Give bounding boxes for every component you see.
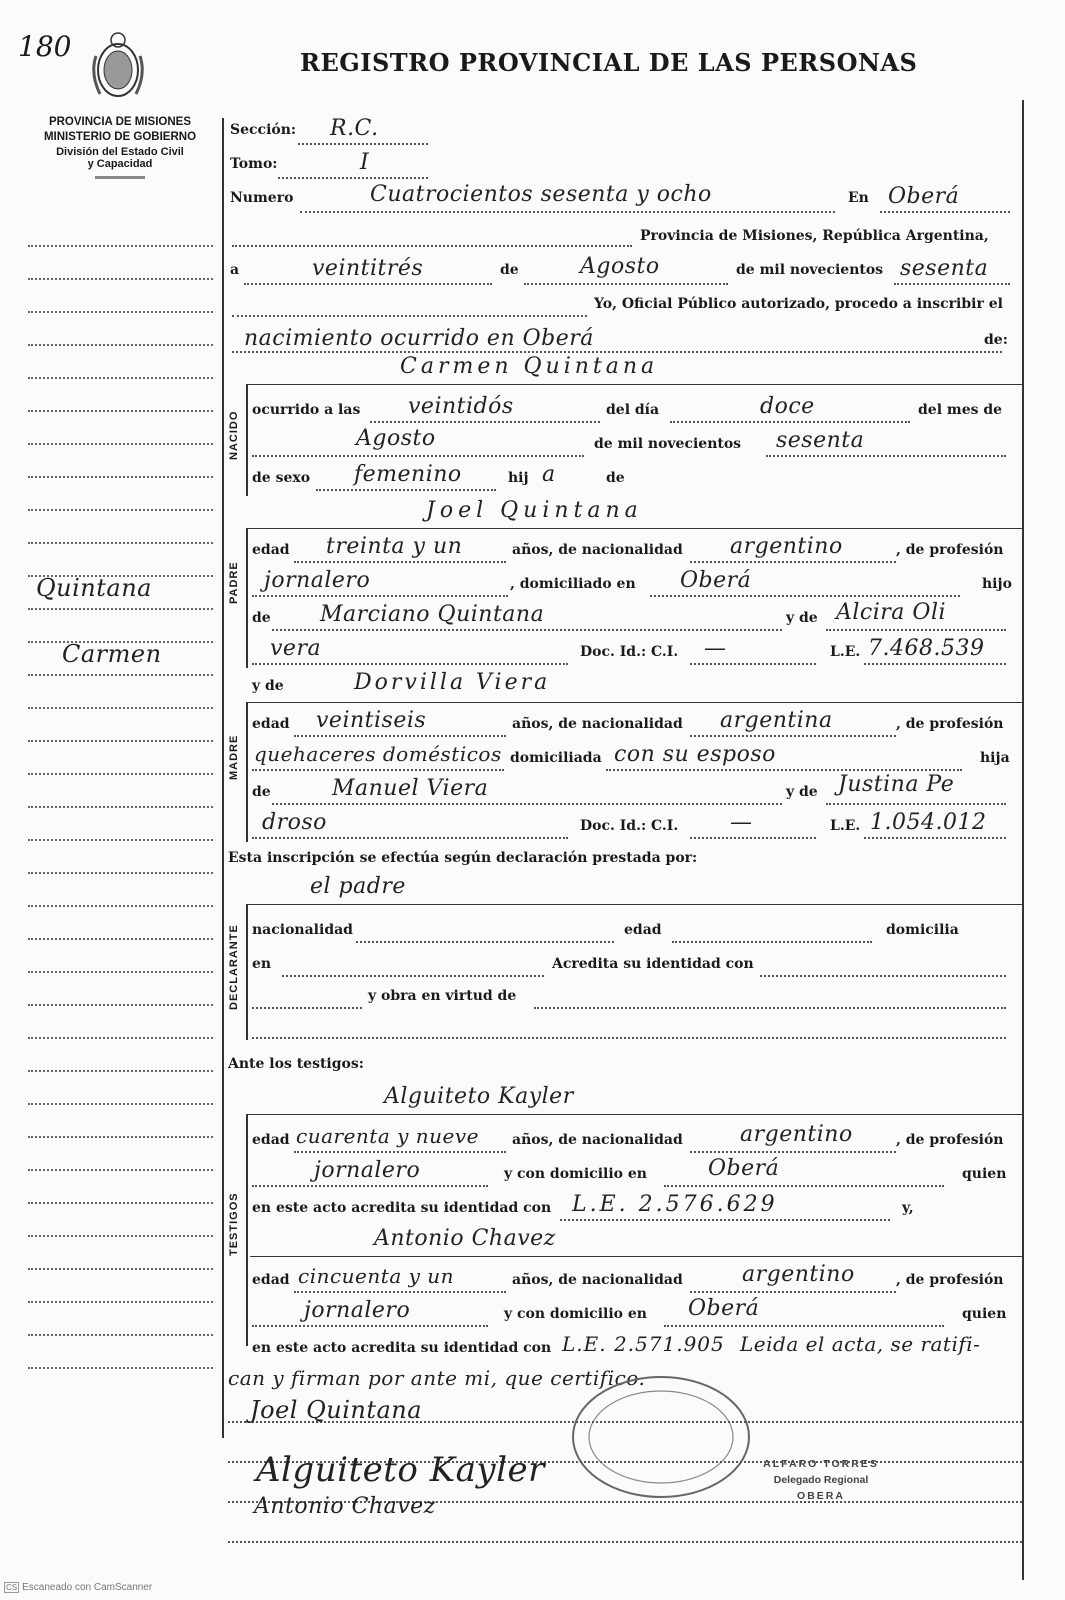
label-de-mil: de mil novecientos (736, 262, 884, 278)
value-mes: Agosto (580, 254, 660, 279)
label-padre-y-de: y de (786, 610, 818, 626)
acto-line (232, 350, 1002, 353)
label-numero: Numero (230, 190, 294, 206)
value-declarante: el padre (310, 874, 406, 899)
scanner-watermark (4, 1582, 152, 1593)
anio-line (894, 282, 1010, 285)
value-anio: sesenta (900, 256, 989, 281)
padre-prof-line (252, 594, 508, 597)
label-madre-y-de2: y de (786, 784, 818, 800)
official-stamp (746, 1458, 896, 1502)
value-madre-le: 1.054.012 (870, 810, 987, 835)
side-label-padre: PADRE (228, 561, 240, 604)
label-madre-edad: edad (252, 716, 290, 732)
madre-padre-line (272, 802, 782, 805)
t1-edad-line (294, 1150, 506, 1153)
label-t2-edad: edad (252, 1272, 290, 1288)
declarante-top-rule (246, 904, 1022, 905)
value-tomo: I (360, 150, 370, 175)
madre-prof-line (252, 768, 504, 771)
value-t1-edad: cuarenta y nueve (296, 1124, 479, 1148)
label-en: En (848, 190, 869, 206)
folio-number: 180 (18, 30, 72, 63)
coat-of-arms-icon (88, 26, 148, 106)
outer-left-rule (222, 118, 224, 1438)
value-madre-nac: argentina (720, 708, 833, 733)
seccion-line (298, 142, 428, 145)
label-t1-edad: edad (252, 1132, 290, 1148)
value-t2-edad: cincuenta y un (298, 1264, 455, 1288)
label-madre-profesion: , de profesión (896, 716, 1004, 732)
side-label-nacido: NACIDO (228, 410, 240, 460)
label-t1-acredita: en este acto acredita su identidad con (252, 1200, 552, 1216)
t2-nac-line (690, 1290, 896, 1293)
label-t2-profesion: , de profesión (896, 1272, 1004, 1288)
madre-ci-line (690, 836, 816, 839)
label-hij: hij (508, 470, 529, 486)
value-hij-suffix: a (542, 462, 556, 487)
value-padre-prof: jornalero (264, 568, 371, 593)
decl-nac-line (356, 940, 614, 943)
value-mes-nac: Agosto (356, 426, 436, 451)
label-madre-le: L.E. (830, 818, 861, 834)
nacido-left-rule (246, 384, 248, 496)
padre-padre-line (272, 628, 782, 631)
nacido-top-rule (246, 384, 1022, 385)
value-nombre: Carmen Quintana (400, 354, 659, 379)
label-de-sexo: de sexo (252, 470, 311, 486)
label-madre-de: de (252, 784, 271, 800)
signature-witness-1: Alguiteto Kayler (256, 1450, 545, 1490)
page-title: REGISTRO PROVINCIAL DE LAS PERSONAS (300, 48, 918, 77)
decl-en-line (282, 974, 544, 977)
madre-nac-line (690, 734, 896, 737)
label-madre-y-de: y de (252, 678, 284, 694)
value-padre-padre: Marciano Quintana (320, 602, 545, 627)
stamp-line-1: ALFARO TORRES (763, 1458, 879, 1470)
value-madre-madre: Justina Pe (838, 772, 955, 797)
label-t2-acredita: en este acto acredita su identidad con (252, 1340, 552, 1356)
value-anio-nac: sesenta (776, 428, 865, 453)
margin-note-surname: Quintana (36, 574, 152, 602)
label-domicilia: domicilia (886, 922, 959, 938)
signature-witness-2: Antonio Chavez (254, 1494, 436, 1519)
padre-madre2-line (252, 662, 568, 665)
value-t1-doc: L.E. 2.576.629 (572, 1192, 778, 1217)
org-line-1: PROVINCIA DE MISIONES (48, 116, 192, 128)
madre-madre-line (826, 802, 1006, 805)
label-provincia: Provincia de Misiones, República Argentina, (640, 228, 989, 244)
label-t1-quien: quien (962, 1166, 1007, 1182)
label-padre-de: de (252, 610, 271, 626)
value-dia: veintitrés (312, 256, 424, 281)
value-acto: nacimiento ocurrido en Oberá (244, 326, 594, 351)
label-hija: hija (980, 750, 1010, 766)
label-t1-y: y, (902, 1200, 914, 1216)
madre-madre2-line (252, 836, 568, 839)
sexo-line (316, 488, 496, 491)
madre-left-rule (246, 702, 248, 842)
decl-extra-line (252, 1036, 1006, 1039)
org-line-2: MINISTERIO DE GOBIERNO (43, 131, 197, 143)
label-t1-domicilio: y con domicilio en (504, 1166, 647, 1182)
madre-top-rule (246, 702, 1022, 703)
org-block (24, 116, 216, 179)
dia-line (244, 282, 492, 285)
stamp-line-2: Delegado Regional (773, 1474, 869, 1486)
label-seccion: Sección: (230, 122, 297, 138)
hora-line (370, 420, 600, 423)
padre-madre-line (826, 628, 1006, 631)
value-t2-dom: Oberá (688, 1296, 760, 1321)
label-declaracion: Esta inscripción se efectúa según declaración prestada por: (228, 850, 698, 866)
en-line (880, 210, 1010, 213)
camscanner-logo-icon: CS (6, 1583, 18, 1592)
t1-nac-line (690, 1150, 896, 1153)
label-testigos: Ante los testigos: (228, 1056, 364, 1072)
label-t1-profesion: , de profesión (896, 1132, 1004, 1148)
padre-ci-line (690, 662, 816, 665)
padre-left-rule (246, 528, 248, 668)
decl-acredita-line (760, 974, 1006, 977)
t2-name-rule (250, 1256, 1022, 1257)
padre-nac-line (690, 560, 896, 563)
value-t1-nac: argentino (740, 1122, 853, 1147)
label-padre-profesion: , de profesión (896, 542, 1004, 558)
madre-edad-line (294, 734, 506, 737)
label-madre-anos: años, de nacionalidad (512, 716, 683, 732)
decl-obra-pre-line (252, 1006, 362, 1009)
padre-dom-line (650, 594, 960, 597)
declarante-left-rule (246, 904, 248, 1040)
margin-note-name: Carmen (62, 640, 162, 668)
label-de-mil-2: de mil novecientos (594, 436, 742, 452)
t1-dom-line (664, 1184, 944, 1187)
padre-top-rule (246, 528, 1022, 529)
label-padre-anos: años, de nacionalidad (512, 542, 683, 558)
label-oficial: Yo, Oficial Público autorizado, procedo a inscribir el (594, 296, 1003, 312)
label-decl-edad: edad (624, 922, 662, 938)
org-line-3: División del Estado Civil (56, 146, 184, 158)
value-hora: veintidós (408, 394, 514, 419)
madre-le-line (864, 836, 1006, 839)
value-madre-prof: quehaceres domésticos (254, 742, 502, 766)
official-seal-icon (566, 1372, 756, 1502)
t2-dom-line (664, 1324, 944, 1327)
org-line-4: y Capacidad (87, 158, 153, 170)
decl-obra-line (534, 1006, 1006, 1009)
blank-line (232, 244, 632, 247)
label-acredita: Acredita su identidad con (552, 956, 754, 972)
label-de-mes: de (500, 262, 519, 278)
value-padre-edad: treinta y un (326, 534, 463, 559)
label-hijo: hijo (982, 576, 1012, 592)
label-decl-en: en (252, 956, 272, 972)
value-numero: Cuatrocientos sesenta y ocho (370, 182, 712, 207)
value-cierre-2: can y firman por ante mi, que certifico. (228, 1366, 646, 1390)
value-dia-nac: doce (760, 394, 815, 419)
label-de-padres: de (606, 470, 625, 486)
label-t2-quien: quien (962, 1306, 1007, 1322)
value-t2-prof: jornalero (304, 1298, 411, 1323)
value-testigo2: Antonio Chavez (374, 1226, 556, 1251)
tomo-line (278, 176, 428, 179)
anio-nac-line (766, 454, 1006, 457)
value-padre-le: 7.468.539 (868, 636, 985, 661)
t2-prof-line (252, 1324, 488, 1327)
value-padre-madre2: vera (270, 636, 322, 661)
side-label-madre: MADRE (228, 734, 240, 780)
testigos-top-rule (246, 1114, 1022, 1115)
value-madre-padre: Manuel Viera (332, 776, 489, 801)
value-padre-madre: Alcira Oli (836, 600, 947, 625)
t2-edad-line (294, 1290, 506, 1293)
padre-edad-line (294, 560, 506, 563)
value-padre-ci: — (704, 636, 727, 661)
decl-edad-line (672, 940, 872, 943)
value-sexo: femenino (354, 462, 462, 487)
label-tomo: Tomo: (230, 156, 278, 172)
value-en: Oberá (888, 184, 960, 209)
label-padre-doc: Doc. Id.: C.I. (580, 644, 679, 660)
value-t1-dom: Oberá (708, 1156, 780, 1181)
testigos-left-rule (246, 1114, 248, 1346)
t1-doc-line (560, 1218, 890, 1221)
label-t2-domicilio: y con domicilio en (504, 1306, 647, 1322)
value-padre-dom: Oberá (680, 568, 752, 593)
label-padre-edad: edad (252, 542, 290, 558)
label-a: a (230, 262, 240, 278)
label-obra: y obra en virtud de (368, 988, 517, 1004)
side-label-declarante: DECLARANTE (228, 924, 240, 1010)
mes-line (524, 282, 728, 285)
value-madre-dom: con su esposo (614, 742, 776, 767)
org-underline (95, 176, 145, 179)
label-del-mes: del mes de (918, 402, 1003, 418)
right-rule (1022, 100, 1024, 1580)
label-t2-anos: años, de nacionalidad (512, 1272, 683, 1288)
value-t2-doc: L.E. 2.571.905 (562, 1332, 725, 1356)
scanner-text: Escaneado con CamScanner (22, 1582, 153, 1593)
value-madre-nombre: Dorvilla Viera (354, 670, 551, 695)
value-testigo1: Alguiteto Kayler (384, 1084, 574, 1109)
numero-line (300, 210, 835, 213)
label-domiciliado: , domiciliado en (510, 576, 636, 592)
value-cierre-1: Leida el acta, se ratifi- (740, 1332, 981, 1356)
value-padre-nac: argentino (730, 534, 843, 559)
label-padre-le: L.E. (830, 644, 861, 660)
madre-dom-line (606, 768, 962, 771)
label-de-colon: de: (984, 332, 1008, 348)
label-nacionalidad: nacionalidad (252, 922, 353, 938)
value-madre-ci: — (730, 810, 753, 835)
value-seccion: R.C. (330, 116, 379, 141)
signature-father: Joel Quintana (250, 1396, 423, 1424)
label-ocurrido: ocurrido a las (252, 402, 361, 418)
value-padre-nombre: Joel Quintana (426, 498, 643, 523)
t1-prof-line (252, 1184, 488, 1187)
label-madre-doc: Doc. Id.: C.I. (580, 818, 679, 834)
stamp-line-3: OBERA (797, 1490, 845, 1502)
side-label-testigos: TESTIGOS (228, 1192, 240, 1256)
padre-le-line (864, 662, 1006, 665)
label-domiciliada: domiciliada (510, 750, 602, 766)
label-t1-anos: años, de nacionalidad (512, 1132, 683, 1148)
value-t2-nac: argentino (742, 1262, 855, 1287)
label-del-dia: del día (606, 402, 660, 418)
dia-nac-line (670, 420, 910, 423)
mes-nac-line (252, 454, 584, 457)
value-t1-prof: jornalero (314, 1158, 421, 1183)
value-madre-edad: veintiseis (316, 708, 427, 733)
blank-line-2 (232, 314, 587, 317)
value-madre-madre2: droso (262, 810, 327, 835)
